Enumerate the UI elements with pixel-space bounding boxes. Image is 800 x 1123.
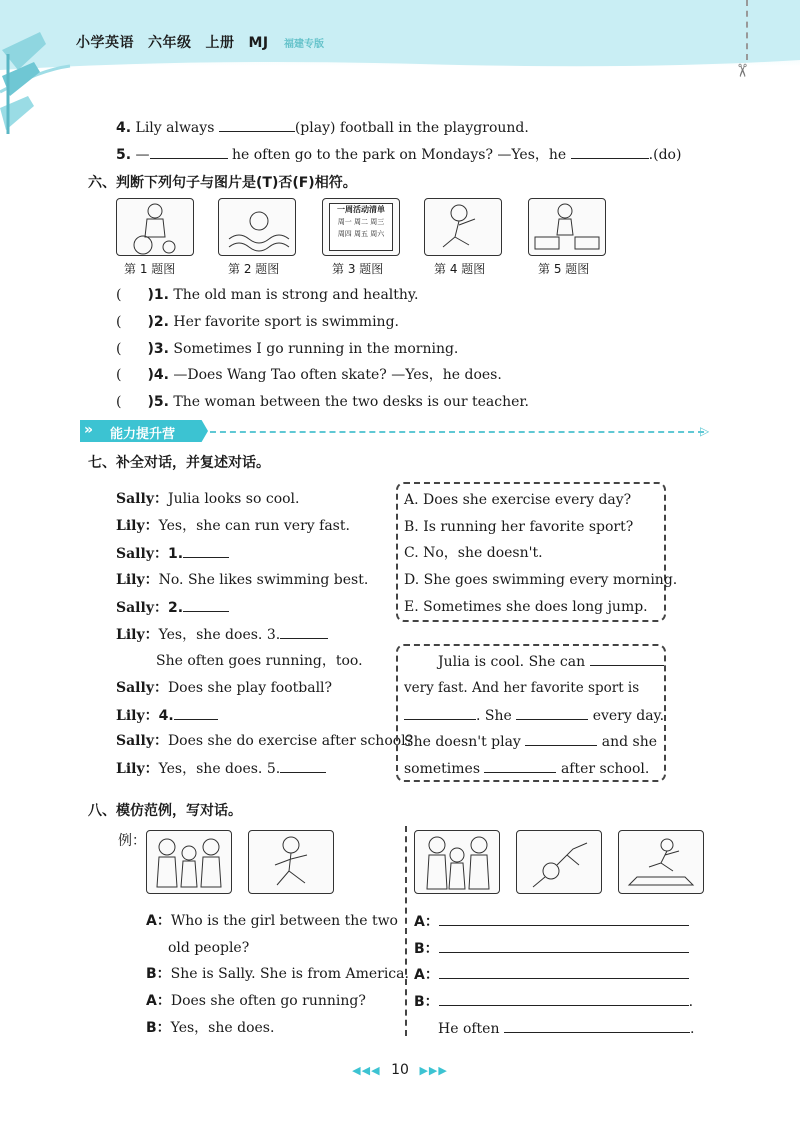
page-number: 10 — [391, 1062, 409, 1078]
item-text: The woman between the two desks is our teacher. — [173, 394, 529, 410]
retell-text: She doesn't play — [404, 734, 521, 750]
retell-text: very fast. And her favorite sport is — [404, 680, 640, 696]
retell-text: and she — [601, 734, 658, 750]
answer-blank[interactable] — [439, 992, 689, 1006]
dialog-line-2 — [116, 517, 350, 535]
question-text: he often go to the park on Mondays? —Yes，he — [231, 147, 567, 163]
pagoda-icon — [0, 30, 70, 140]
answer-blank[interactable] — [280, 625, 328, 639]
banner-label: 能力提升营 — [110, 427, 176, 442]
example-picture-2 — [248, 830, 334, 894]
speaker: Sally： — [116, 546, 168, 562]
speaker: B： — [146, 966, 171, 982]
dialog-line-1 — [116, 490, 299, 508]
dialog-text: Julia looks so cool. — [167, 491, 300, 507]
answer-paren: ( — [116, 394, 122, 410]
answer-line-1 — [414, 912, 689, 931]
dialog-text: Yes，she does. 3. — [158, 627, 281, 643]
speaker: Sally： — [116, 680, 168, 696]
picture-5 — [528, 198, 606, 256]
retell-line-3 — [404, 706, 664, 725]
speaker: B： — [414, 994, 439, 1010]
swimming-girl-icon — [219, 199, 297, 257]
answer-line-5 — [438, 1019, 694, 1038]
dialog-line-7 — [156, 652, 363, 670]
dialog-text: Does she play football? — [167, 680, 333, 696]
judge-item-5[interactable] — [116, 393, 529, 411]
header-grade: 六年级 — [148, 35, 192, 51]
speaker: B： — [414, 941, 439, 957]
example-line-2 — [168, 939, 249, 957]
dialog-line-6 — [116, 625, 328, 644]
judge-item-4[interactable] — [116, 366, 502, 384]
dialog-text: Yes，she can run very fast. — [158, 518, 350, 534]
retell-line-1 — [438, 652, 664, 671]
picture-caption: 第 4 题图 — [434, 262, 486, 276]
speaker: A： — [414, 967, 439, 983]
dialog-line-9 — [116, 706, 218, 725]
banner-divider — [210, 431, 704, 433]
answer-blank[interactable] — [150, 145, 228, 159]
period: . — [689, 1021, 695, 1037]
dialog-line-5 — [116, 598, 229, 617]
banner-arrow-icon: » — [84, 422, 94, 438]
retell-text: after school. — [560, 761, 650, 777]
answer-blank[interactable] — [439, 912, 689, 926]
speaker: Sally： — [116, 733, 168, 749]
answer-blank[interactable] — [590, 652, 664, 666]
judge-item-1[interactable] — [116, 286, 418, 304]
speaker: Lily： — [116, 572, 159, 588]
question-text: Lily always — [135, 120, 215, 136]
answer-blank[interactable] — [174, 706, 218, 720]
retell-line-2 — [404, 679, 639, 697]
item-text: —Does Wang Tao often skate? —Yes，he does. — [173, 367, 502, 383]
example-line-1 — [146, 912, 398, 930]
activity-list-title: 一周活动清单 — [337, 205, 385, 214]
answer-line-3 — [414, 965, 689, 984]
judge-item-3[interactable] — [116, 340, 458, 358]
speaker: A： — [414, 914, 439, 930]
prev-arrows-icon: ◀◀◀ — [352, 1064, 381, 1077]
picture-4 — [424, 198, 502, 256]
speaker: Lily： — [116, 627, 159, 643]
header-wave-decoration — [0, 0, 800, 110]
speaker: Sally： — [116, 491, 168, 507]
picture-3 — [322, 198, 400, 256]
item-number: )4. — [147, 367, 169, 383]
cut-line — [746, 0, 748, 60]
example-line-5 — [146, 1019, 274, 1037]
option-e: E. Sometimes she does long jump. — [404, 599, 648, 615]
answer-blank[interactable] — [404, 706, 476, 720]
retell-line-5 — [404, 759, 649, 778]
header-volume: 上册 — [205, 35, 235, 51]
answer-blank[interactable] — [280, 759, 326, 773]
activity-list-row: 周四 周五 周六 — [337, 230, 385, 238]
example-picture-1 — [146, 830, 232, 894]
chevron-right-icon: ▷ — [700, 424, 710, 438]
answer-blank[interactable] — [183, 544, 229, 558]
dialog-text: No. She likes swimming best. — [158, 572, 369, 588]
example-line-3 — [146, 965, 409, 983]
answer-blank[interactable] — [525, 732, 597, 746]
column-divider — [405, 826, 407, 1036]
activity-list — [329, 203, 393, 251]
option-c: C. No，she doesn't. — [404, 545, 543, 561]
task-picture-3 — [618, 830, 704, 894]
family-photo-icon — [415, 831, 501, 895]
dialog-line-11 — [116, 759, 326, 778]
dialog-line-3 — [116, 544, 229, 563]
teacher-desks-icon — [529, 199, 607, 257]
header-info — [76, 32, 283, 52]
question-text: (play) football in the playground. — [294, 120, 529, 136]
item-text: The old man is strong and healthy. — [173, 287, 419, 303]
header-edition-tag: 福建专版 — [284, 39, 324, 50]
blank-number: 2. — [167, 600, 184, 616]
family-group-icon — [147, 831, 233, 895]
picture-2 — [218, 198, 296, 256]
period: . — [688, 994, 694, 1010]
retell-text: sometimes — [404, 761, 481, 777]
option-a: A. Does she exercise every day? — [404, 492, 632, 508]
dialog-line-8 — [116, 679, 332, 697]
dialog-text: Does she often go running? — [170, 993, 366, 1009]
next-arrows-icon: ▶▶▶ — [419, 1064, 448, 1077]
speaker: Sally： — [116, 600, 168, 616]
picture-1 — [116, 198, 194, 256]
section-7-title: 七、补全对话，并复述对话。 — [88, 455, 270, 471]
answer-blank[interactable] — [504, 1019, 690, 1033]
answer-blank[interactable] — [439, 965, 689, 979]
speaker: Lily： — [116, 518, 159, 534]
question-5 — [116, 145, 681, 164]
item-text: Her favorite sport is swimming. — [173, 314, 399, 330]
answer-blank[interactable] — [439, 939, 689, 953]
dialog-text: Yes，she does. 5. — [158, 761, 281, 777]
speaker: B： — [146, 1020, 171, 1036]
picture-caption: 第 5 题图 — [538, 262, 590, 276]
option-b: B. Is running her favorite sport? — [404, 519, 634, 535]
question-text: — — [135, 147, 150, 163]
dialog-text: She often goes running，too. — [156, 653, 363, 669]
blank-number: 1. — [167, 546, 184, 562]
retell-line-4 — [404, 732, 657, 751]
answer-line-4 — [414, 992, 693, 1011]
task-picture-2 — [516, 830, 602, 894]
dialog-line-10 — [116, 732, 413, 750]
skating-boy-icon — [425, 199, 503, 257]
running-girl-icon — [249, 831, 335, 895]
answer-paren: ( — [116, 341, 122, 357]
answer-line-2 — [414, 939, 689, 958]
dialog-line-4 — [116, 571, 368, 589]
retell-text: every day. — [592, 708, 665, 724]
answer-blank[interactable] — [484, 759, 556, 773]
dialog-text: Who is the girl between the two — [170, 913, 398, 929]
question-text: .(do) — [648, 147, 682, 163]
question-number: 4. — [116, 120, 132, 136]
speaker: A： — [146, 913, 171, 929]
question-number: 5. — [116, 147, 132, 163]
answer-paren: ( — [116, 367, 122, 383]
question-4 — [116, 118, 529, 137]
item-number: )5. — [147, 394, 169, 410]
blank-number: 4. — [158, 708, 174, 724]
answer-blank[interactable] — [183, 598, 229, 612]
item-text: Sometimes I go running in the morning. — [173, 341, 459, 357]
dialog-text: She is Sally. She is from America. — [170, 966, 409, 982]
header-subject: 小学英语 — [76, 35, 134, 51]
scissors-icon: ✂ — [731, 62, 753, 79]
judge-item-2[interactable] — [116, 313, 399, 331]
example-line-4 — [146, 992, 366, 1010]
option-d: D. She goes swimming every morning. — [404, 572, 678, 588]
item-number: )3. — [147, 341, 169, 357]
speaker: Lily： — [116, 761, 159, 777]
answer-blank[interactable] — [571, 145, 649, 159]
task-picture-1 — [414, 830, 500, 894]
example-label: 例： — [118, 833, 146, 849]
answer-paren: ( — [116, 287, 122, 303]
old-man-wheelchair-icon — [117, 199, 195, 257]
speaker: Lily： — [116, 708, 159, 724]
answer-blank[interactable] — [219, 118, 295, 132]
header-edition: MJ — [248, 35, 269, 51]
dancing-boy-icon — [517, 831, 603, 895]
picture-caption: 第 1 题图 — [124, 262, 176, 276]
picture-caption: 第 3 题图 — [332, 262, 384, 276]
item-number: )2. — [147, 314, 169, 330]
picture-caption: 第 2 题图 — [228, 262, 280, 276]
answer-paren: ( — [116, 314, 122, 330]
activity-list-row: 周一 周二 周三 — [337, 218, 385, 226]
dialog-text: Does she do exercise after school? — [167, 733, 414, 749]
retell-text: . She — [476, 708, 512, 724]
speaker: A： — [146, 993, 171, 1009]
item-number: )1. — [147, 287, 169, 303]
long-jump-icon — [619, 831, 705, 895]
retell-text: Julia is cool. She can — [438, 654, 586, 670]
dialog-text: He often — [438, 1021, 500, 1037]
dialog-text: old people? — [168, 940, 250, 956]
dialog-text: Yes，she does. — [170, 1020, 275, 1036]
page-footer — [0, 1062, 800, 1078]
section-6-title: 六、判断下列句子与图片是(T)否(F)相符。 — [88, 175, 357, 191]
answer-blank[interactable] — [516, 706, 588, 720]
section-8-title: 八、模仿范例，写对话。 — [88, 803, 242, 819]
